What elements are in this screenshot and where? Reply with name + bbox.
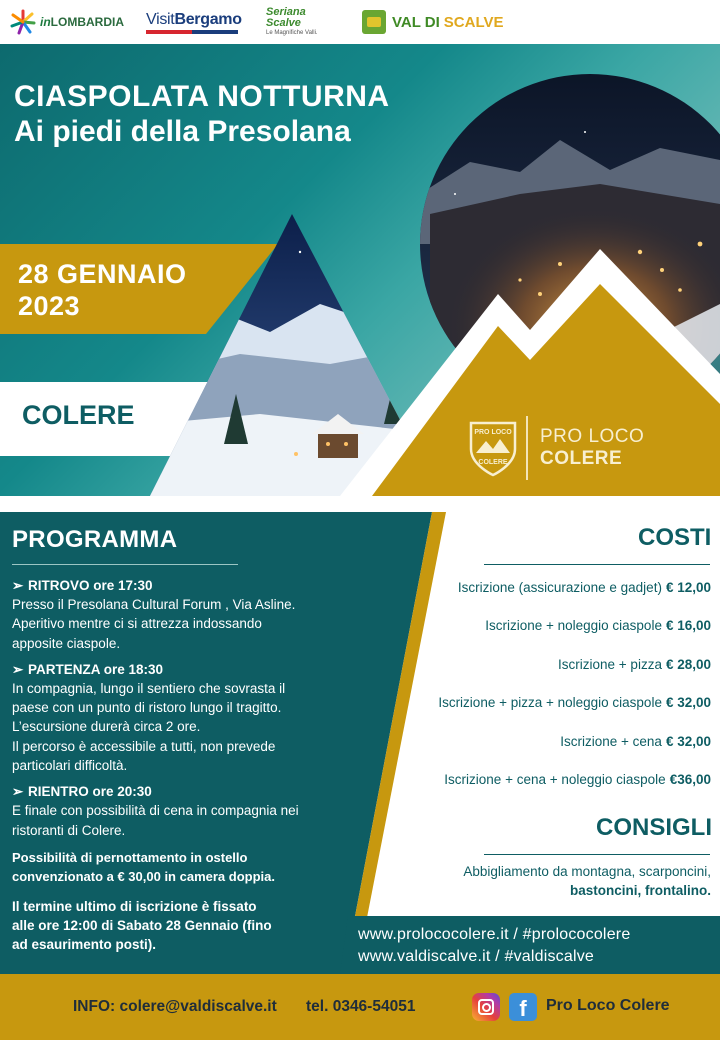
event-date bbox=[18, 258, 187, 322]
prolococolere-link[interactable]: www.prolococolere.it / #prolococolere bbox=[358, 926, 631, 943]
step-line: In compagnia, lungo il sentiero che sovrasta il bbox=[12, 680, 286, 696]
cost-row bbox=[560, 734, 711, 749]
lombardia-name: LOMBARDIA bbox=[50, 15, 124, 29]
consigli-rule bbox=[484, 854, 710, 855]
consigli-line-bold: bastoncini, frontalino. bbox=[570, 883, 711, 898]
footer-bar bbox=[0, 974, 720, 1040]
info-phone[interactable]: tel. 0346-54051 bbox=[306, 998, 416, 1015]
programma-rule bbox=[12, 564, 238, 565]
cost-row bbox=[438, 695, 711, 710]
step-heading bbox=[12, 783, 342, 801]
event-date-year: 2023 bbox=[18, 291, 81, 321]
note-line: convenzionato a € 30,00 in camera doppia. bbox=[12, 869, 275, 885]
consigli-line: Abbigliamento da montagna, scarponcini, bbox=[463, 864, 711, 879]
visit-word: Visit bbox=[146, 10, 175, 28]
seriana-word: Seriana bbox=[266, 6, 306, 18]
seriana-tagline: Le Magnifiche Valli. bbox=[266, 30, 318, 36]
arrow-bullet-icon: ➢ bbox=[12, 578, 24, 593]
visit-bergamo-logo bbox=[146, 6, 242, 38]
step-partenza bbox=[12, 661, 342, 775]
step-line: ristoranti di Colere. bbox=[12, 822, 126, 838]
step-heading-text: RIENTRO ore 20:30 bbox=[28, 784, 152, 800]
step-line: apposite ciaspole. bbox=[12, 635, 121, 651]
programma-title: PROGRAMMA bbox=[12, 526, 178, 553]
pro-loco-colere-logo bbox=[468, 416, 644, 480]
step-line: E finale con possibilità di cena in compagnia nei bbox=[12, 803, 299, 819]
seriana-scalve-logo bbox=[266, 6, 336, 38]
event-date-day: 28 GENNAIO bbox=[18, 259, 187, 289]
cost-row bbox=[444, 772, 711, 787]
cost-price: €36,00 bbox=[669, 772, 711, 787]
pro-loco-shield-icon bbox=[468, 419, 518, 477]
step-heading bbox=[12, 661, 342, 679]
scalve-logo-word: SCALVE bbox=[443, 13, 504, 31]
step-line: paese con un punto di ristoro lungo il tragitto. bbox=[12, 700, 282, 716]
costi-title: COSTI bbox=[638, 524, 712, 551]
arrow-bullet-icon: ➢ bbox=[12, 784, 24, 800]
deadline-line: Il termine ultimo di iscrizione è fissato bbox=[12, 898, 257, 914]
cost-label: Iscrizione (assicurazione e gadjet) bbox=[457, 580, 662, 595]
consigli-text bbox=[421, 862, 711, 900]
step-body bbox=[12, 595, 342, 653]
shield-bottom-text: COLERE bbox=[478, 459, 508, 466]
step-ritrovo bbox=[12, 577, 342, 653]
note-line: Possibilità di pernottamento in ostello bbox=[12, 849, 248, 865]
hero-banner bbox=[0, 44, 720, 496]
cost-price: € 32,00 bbox=[665, 695, 711, 710]
cost-price: € 16,00 bbox=[665, 618, 711, 633]
cost-label: Iscrizione + cena + noleggio ciaspole bbox=[444, 772, 666, 787]
facebook-icon[interactable]: f bbox=[509, 993, 537, 1021]
scalve-word: Scalve bbox=[266, 17, 301, 29]
cost-row bbox=[458, 580, 711, 595]
pro-loco-label: PRO LOCO bbox=[540, 426, 645, 447]
visit-bergamo-underline bbox=[146, 30, 238, 34]
consigli-title: CONSIGLI bbox=[596, 814, 713, 841]
step-rientro bbox=[12, 783, 342, 840]
programma-panel-content bbox=[12, 526, 342, 954]
step-heading bbox=[12, 577, 342, 595]
step-line: particolari difficoltà. bbox=[12, 758, 128, 774]
registration-deadline bbox=[12, 897, 342, 955]
lombardia-prefix: in bbox=[40, 15, 51, 29]
cost-label: Iscrizione + pizza + noleggio ciaspole bbox=[438, 695, 662, 710]
val-di-word: VAL DI bbox=[392, 13, 440, 31]
step-line: Aperitivo mentre ci si attrezza indossando bbox=[12, 616, 262, 632]
info-email[interactable]: INFO: colere@valdiscalve.it bbox=[73, 998, 277, 1015]
pro-loco-divider bbox=[526, 416, 528, 480]
cost-price: € 32,00 bbox=[665, 734, 711, 749]
shield-top-text: PRO LOCO bbox=[474, 429, 512, 436]
instagram-icon[interactable] bbox=[472, 993, 500, 1021]
step-line: Presso il Presolana Cultural Forum , Via Asline. bbox=[12, 597, 296, 612]
cost-row bbox=[558, 657, 711, 672]
cost-label: Iscrizione + cena bbox=[560, 734, 662, 749]
step-body bbox=[12, 679, 342, 775]
cost-price: € 28,00 bbox=[665, 657, 711, 672]
val-di-scalve-logo bbox=[362, 6, 504, 38]
event-place: COLERE bbox=[22, 400, 135, 430]
event-title bbox=[14, 80, 390, 150]
step-heading-text: PARTENZA ore 18:30 bbox=[28, 661, 164, 677]
colere-label: COLERE bbox=[540, 448, 623, 469]
web-links bbox=[358, 924, 630, 968]
costi-rule bbox=[484, 564, 710, 565]
visit-bergamo-text bbox=[146, 11, 242, 29]
event-title-line2: Ai piedi della Presolana bbox=[14, 115, 351, 148]
cost-row bbox=[485, 618, 711, 633]
event-title-line1: CIASPOLATA NOTTURNA bbox=[14, 80, 390, 113]
cost-price: € 12,00 bbox=[665, 580, 711, 595]
arrow-bullet-icon: ➢ bbox=[12, 661, 24, 677]
valdiscalve-link[interactable]: www.valdiscalve.it / #valdiscalve bbox=[358, 948, 595, 965]
step-line: L’escursione durerà circa 2 ore. bbox=[12, 719, 201, 735]
cost-label: Iscrizione + pizza bbox=[558, 657, 662, 672]
cost-label: Iscrizione + noleggio ciaspole bbox=[485, 618, 662, 633]
step-body bbox=[12, 801, 342, 840]
val-di-scalve-badge-icon bbox=[362, 10, 386, 34]
social-handle: Pro Loco Colere bbox=[546, 997, 670, 1014]
details-section bbox=[0, 496, 720, 974]
bergamo-word: Bergamo bbox=[174, 10, 242, 28]
in-lombardia-logo bbox=[10, 6, 124, 38]
deadline-line: ad esaurimento posti). bbox=[12, 937, 157, 953]
overnight-note bbox=[12, 848, 342, 887]
partner-logo-bar bbox=[0, 0, 720, 44]
deadline-line: alle ore 12:00 di Sabato 28 Gennaio (fino bbox=[12, 917, 272, 933]
step-heading-text: RITROVO ore 17:30 bbox=[28, 578, 153, 593]
step-line: Il percorso è accessibile a tutti, non prevede bbox=[12, 738, 276, 754]
lombardia-star-icon bbox=[10, 9, 36, 35]
